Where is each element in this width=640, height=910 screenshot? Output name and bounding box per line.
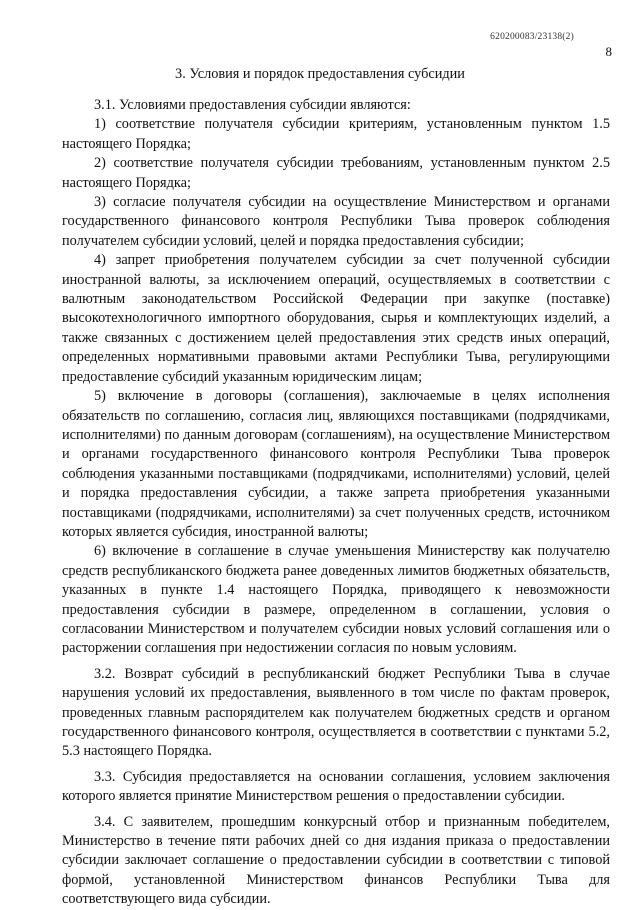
condition-6: 6) включение в соглашение в случае уменьшения Министерству как получателю средств республиканского бюджета ранее доведенных лимитов бюджетных обязательств, указанных в пункте 1.4 настоящего Порядка, приводящего к невозможности предоставления субсидии в размере, определенном в соглашении, условия о согласовании Министерством и получателем субсидии новых условий соглашения или о расторжении соглашения при недостижении согласия по новым условиям. [62,543,610,657]
condition-1: 1) соответствие получателя субсидии критериям, установленным пунктом 1.5 настоящего Порядка; [62,116,610,152]
paragraph-3-3: 3.3. Субсидия предоставляется на основании соглашения, условием заключения которого является принятие Министерством решения о предоставлении субсидии. [62,768,610,805]
condition-4: 4) запрет приобретения получателем субсидии за счет полученной субсидии иностранной валюты, за исключением операций, осуществляемых в соответствии с валютным законодательством Российской Федерации при закупке (поставке) высокотехнологичного импортного оборудования, сырья и комплектующих изделий, а также связанных с достижением целей предоставления этих средств иных операций, определенных нормативными правовыми актами Республики Тыва, регулирующими предоставление субсидий указанным юридическим лицам; [62,252,610,385]
condition-3: 3) согласие получателя субсидии на осуществление Министерством и органами государственного финансового контроля Республики Тыва проверок соблюдения получателем субсидии условий, целей и порядка предоставления субсидии; [62,194,610,249]
document-body [62,96,610,910]
condition-2: 2) соответствие получателя субсидии требованиям, установленным пунктом 2.5 настоящего Порядка; [62,155,610,191]
document-id: 620200083/23138(2) [490,32,574,42]
paragraph-3-2: 3.2. Возврат субсидий в республиканский бюджет Республики Тыва в случае нарушения условий их предоставления, выявленного в том числе по фактам проверок, проведенных главным распорядителем как получателем бюджетных средств и органом государственного финансового контроля, осуществляется в соответствии с пунктами 5.2, 5.3 настоящего Порядка. [62,665,610,760]
condition-5: 5) включение в договоры (соглашения), заключаемые в целях исполнения обязательств по соглашению, согласия лиц, являющихся поставщиками (подрядчиками, исполнителями) по данным договорам (соглашениям), на осуществление Министерством и органами государственного финансового контроля Республики Тыва проверок соблюдения указанными поставщиками (подрядчиками, исполнителями) условий, целей и порядка предоставления субсидии, а также запрета приобретения указанными поставщиками (подрядчиками, исполнителями) за счет полученных средств, источником которых является субсидия, иностранной валюты; [62,388,610,540]
page-number: 8 [605,44,612,59]
paragraph-3-1: 3.1. Условиями предоставления субсидии являются: [94,97,411,113]
section-title: 3. Условия и порядок предоставления субсидии [175,66,465,82]
paragraph-3-4: 3.4. С заявителем, прошедшим конкурсный отбор и признанным победителем, Министерство в течение пяти рабочих дней со дня издания приказа о предоставлении субсидии заключает соглашение о предоставлении субсидии в соответствии с типовой формой, установленной Министерством финансов Республики Тыва для соответствующего вида субсидии. [62,813,610,908]
